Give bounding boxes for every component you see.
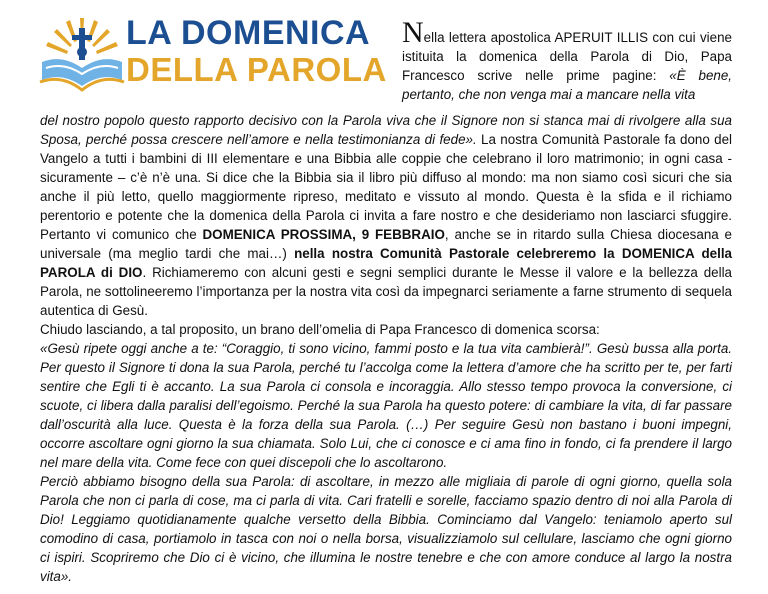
open-book-cross-icon xyxy=(36,10,128,102)
homily-quote-1-text: «Gesù ripete oggi anche a te: “Coraggio, ti sono vicino, fammi posto e la tua vita cambierà!”. Gesù bussa alla porta. Per questo il Signore ti dona la sua Parola, perché tu l’accolga come la lettera d’amore che ha scritto per te, per farti sentire che Egli ti è accanto. La sua Parola ci consola e incoraggia. Allo stesso tempo provoca la conversione, ci scuote, ci libera dalla paralisi dell’egoismo. Perché la sua Parola ha questo potere: di cambiare la vita, di far passare dall’oscurità alla luce. Questa è la forza della sua Parola. (…) Per seguire Gesù non bastano i buoni impegni, occorre ascoltare ogni giorno la sua chiamata. Solo Lui, che ci conosce e ci ama fino in fondo, ci fa prendere il largo nel mare della vita. Come fece con quei discepoli che lo ascoltarono. xyxy=(40,341,732,470)
paragraph-1-mid: , anche se in ritardo sulla Chiesa diocesana e universale (ma meglio tardi che mai…) xyxy=(40,227,732,261)
date-highlight: DOMENICA PROSSIMA, 9 FEBBRAIO xyxy=(202,227,445,242)
intro-quote: «È bene, pertanto, che non venga mai a mancare nella vita xyxy=(402,68,733,102)
celebration-highlight: nella nostra Comunità Pastorale celebreremo la DOMENICA della PAROLA di DIO xyxy=(40,246,732,280)
logo-title-line1: LA DOMENICA xyxy=(126,14,371,52)
homily-quote-2-text: Perciò abbiamo bisogno della sua Parola: di ascoltare, in mezzo alle migliaia di parole di ogni giorno, quella sola Parola che non ci parla di cose, ma ci parla di vita. Cari fratelli e sorelle, facciamo spazio dentro di noi alla Parola di Dio! Leggiamo quotidianamente qualche versetto della Bibbia. Cominciamo dal Vangelo: teniamolo aperto sul comodino di casa, portiamolo in tasca con noi o nella borsa, visualizziamolo sul cellulare, lasciamo che ogni giorno ci ispiri. Scopriremo che Dio ci è vicino, che illumina le nostre tenebre e che con amore conduce al largo la nostra vita». xyxy=(40,474,732,584)
domenica-parola-logo xyxy=(36,10,386,102)
quote-continuation: del nostro popolo questo rapporto decisivo con la Parola viva che il Signore non si stanca mai di rivolgere alla sua Sposa, perché possa crescere nell’amore e nella testimonianza di fede». xyxy=(40,113,732,147)
paragraph-1 xyxy=(40,111,732,320)
paragraph-1-end: . Richiameremo con alcuni gesti e segni semplici durante le Messe il valore e la bellezza della Parola, ne sottolineeremo l’importanza per la nostra vita così da impegnarci seriamente a farne strumento di sequela autentica di Gesù. xyxy=(40,265,732,318)
logo-title-line2: DELLA PAROLA xyxy=(126,51,387,88)
paragraph-1-text: La nostra Comunità Pastorale fa dono del Vangelo a tutti i bambini di III elementare e una Bibbia alle coppie che celebrano il loro matrimonio; in ogni casa - sicuramente – c’è n’è una. Si dice che la Bibbia sia il libro più diffuso al mondo: ma non siamo così sicuri che sia anche il più letto, quello maggiormente ripreso, meditato e vissuto al mondo. Questa è la sfida e il richiamo perentorio e potente che la domenica della Parola ci invita a fare nostro e che desideriamo non lasciarci sfuggire. Pertanto vi comunico che xyxy=(40,132,733,242)
main-text xyxy=(40,111,732,586)
drop-cap: N xyxy=(402,16,424,49)
homily-quote-1 xyxy=(40,339,732,472)
paragraph-2: Chiudo lasciando, a tal proposito, un brano dell’omelia di Papa Francesco di domenica scorsa: xyxy=(40,322,600,337)
intro-paragraph xyxy=(402,16,733,104)
intro-text: ella lettera apostolica APERUIT ILLIS con cui viene istituita la domenica della Parola di Dio, Papa Francesco scrive nelle prime pagine: xyxy=(402,30,732,83)
homily-quote-2 xyxy=(40,472,732,586)
